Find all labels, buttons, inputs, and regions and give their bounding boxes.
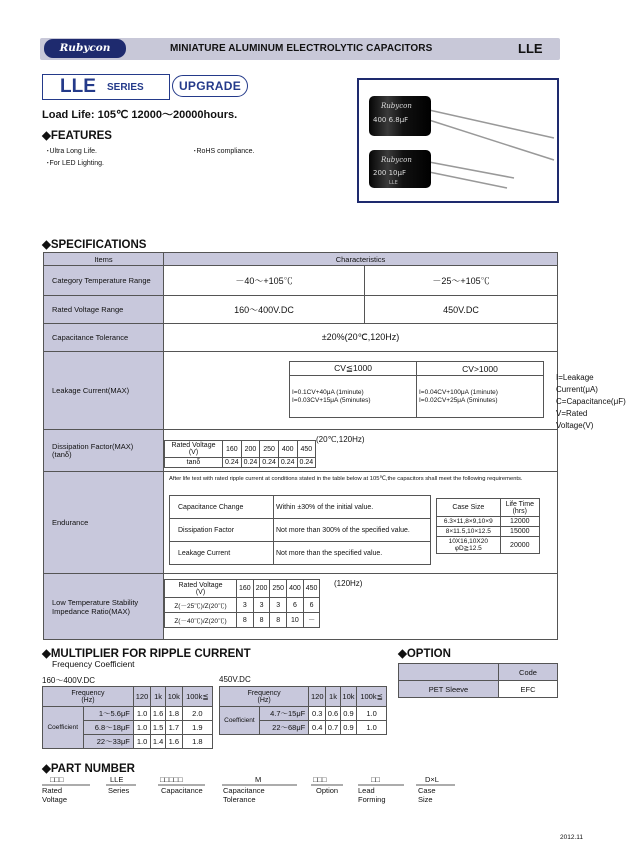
cap-brand-label: Rubycon bbox=[381, 102, 412, 110]
leakage-current-label: Leakage Current(MAX) bbox=[44, 352, 164, 430]
temp-range-1: －40～+105℃ bbox=[164, 266, 365, 296]
tan-value: 0.24 bbox=[260, 458, 279, 468]
endurance-item: Dissipation Factor bbox=[170, 519, 274, 542]
endurance-criteria: Not more than the specified value. bbox=[274, 542, 431, 565]
rated-voltage-hdr: Rated Voltage bbox=[178, 581, 223, 589]
coef-value: 0.3 bbox=[309, 707, 326, 721]
rated-voltage-unit: (V) bbox=[195, 588, 206, 596]
freq-col: 10k bbox=[340, 687, 357, 707]
freq-col: 1k bbox=[151, 687, 166, 707]
cap-range: 4.7～15μF bbox=[259, 707, 308, 721]
voltage-col: 200 bbox=[253, 580, 270, 598]
endurance-criteria: Not more than 300% of the specified value. bbox=[274, 519, 431, 542]
dissipation-label: Dissipation Factor(MAX) bbox=[52, 441, 134, 451]
part-label: Case Size bbox=[418, 786, 436, 804]
frequency-hdr: Frequency bbox=[71, 689, 105, 697]
coef-value: 1.0 bbox=[133, 735, 150, 749]
part-code: □□□ bbox=[50, 775, 64, 784]
load-life: Load Life: 105℃ 12000～20000hours. bbox=[42, 109, 238, 121]
life-time-unit: (hrs) bbox=[512, 507, 527, 515]
cap-tolerance-value: ±20%(20℃,120Hz) bbox=[164, 324, 558, 352]
voltage-col: 450 bbox=[297, 441, 316, 458]
case-size-hdr: Case Size bbox=[437, 499, 501, 517]
endurance-note: After life test with rated ripple current at conditions stated in the table below at 105℃,the capacitors shall meet the following requirements. bbox=[169, 476, 523, 482]
cap-series-label: LLE bbox=[389, 180, 398, 186]
frequency-unit: (Hz) bbox=[257, 696, 271, 704]
cap-value-label: 400 6.8μF bbox=[373, 116, 409, 124]
tan-label: tanδ bbox=[165, 458, 223, 468]
coef-value: 1.5 bbox=[151, 721, 166, 735]
tan-value: 0.24 bbox=[223, 458, 242, 468]
voltage-col: 250 bbox=[270, 580, 287, 598]
tan-value: 0.24 bbox=[278, 458, 297, 468]
characteristics-header: Characteristics bbox=[164, 253, 558, 266]
impedance-ratio-label: Z(－40℃)/Z(20℃) bbox=[165, 613, 237, 628]
life-time: 15000 bbox=[500, 527, 539, 537]
cap-tolerance-label: Capacitance Tolerance bbox=[44, 324, 164, 352]
ripple-table-1-label: 160～400V.DC bbox=[42, 676, 96, 685]
leakage-formula: I=0.03CV+15μA (5minutes) bbox=[292, 396, 371, 404]
case-size: 10X16,10X20 bbox=[448, 538, 488, 545]
impedance-value: 8 bbox=[270, 613, 287, 628]
rated-voltage-label: Rated Voltage Range bbox=[44, 296, 164, 324]
impedance-value: 3 bbox=[237, 598, 254, 613]
lts-label: Low Temperature Stability bbox=[52, 597, 139, 607]
impedance-value: 6 bbox=[287, 598, 304, 613]
coef-value: 0.9 bbox=[340, 707, 357, 721]
leakage-header-1: CV≦1000 bbox=[290, 362, 417, 376]
impedance-value: 6 bbox=[303, 598, 320, 613]
features-heading: ◆FEATURES bbox=[42, 130, 112, 142]
voltage-col: 160 bbox=[237, 580, 254, 598]
rubycon-logo: Rubycon bbox=[44, 39, 126, 58]
impedance-ratio-label: Z(－25℃)/Z(20℃) bbox=[165, 598, 237, 613]
part-label: Capacitance Tolerance bbox=[223, 786, 265, 804]
code-header: Code bbox=[499, 664, 558, 681]
coef-value: 1.0 bbox=[133, 707, 150, 721]
case-size-extra: φD≧12.5 bbox=[454, 545, 482, 552]
coef-value: 1.6 bbox=[165, 735, 182, 749]
ripple-table-2-label: 450V.DC bbox=[219, 675, 251, 684]
freq-coef-subtitle: Frequency Coefficient bbox=[52, 659, 135, 669]
freq-col: 120 bbox=[133, 687, 150, 707]
legend-c: C=Capacitance(μF) bbox=[556, 397, 626, 406]
coef-value: 1.7 bbox=[165, 721, 182, 735]
specifications-heading: ◆SPECIFICATIONS bbox=[42, 239, 147, 251]
part-label: Option bbox=[316, 786, 339, 795]
freq-col: 100k≦ bbox=[357, 687, 387, 707]
lts-label-sub: Impedance Ratio(MAX) bbox=[52, 606, 130, 616]
freq-col: 120 bbox=[309, 687, 326, 707]
tan-value: 0.24 bbox=[241, 458, 260, 468]
coef-value: 1.4 bbox=[151, 735, 166, 749]
rated-voltage-unit: (V) bbox=[188, 449, 199, 456]
part-code: M bbox=[255, 775, 262, 784]
option-heading: ◆OPTION bbox=[398, 648, 451, 660]
publication-date: 2012.11 bbox=[560, 834, 584, 841]
life-time: 20000 bbox=[500, 537, 539, 554]
life-time: 12000 bbox=[500, 517, 539, 527]
voltage-col: 400 bbox=[278, 441, 297, 458]
voltage-range-1: 160～400V.DC bbox=[164, 296, 365, 324]
cap-brand-label: Rubycon bbox=[381, 156, 412, 164]
coef-value: 0.4 bbox=[309, 721, 326, 735]
coef-value: 1.6 bbox=[151, 707, 166, 721]
feature-item: ･For LED Lighting. bbox=[46, 160, 104, 167]
impedance-value: － bbox=[303, 613, 320, 628]
voltage-range-2: 450V.DC bbox=[365, 296, 558, 324]
coef-value: 2.0 bbox=[182, 707, 212, 721]
endurance-item: Capacitance Change bbox=[170, 496, 274, 519]
case-size: 6.3×11,8×9,10×9 bbox=[437, 517, 501, 527]
part-number-heading: ◆PART NUMBER bbox=[42, 763, 135, 775]
leakage-formula: I=0.1CV+40μA (1minute) bbox=[292, 388, 364, 396]
coefficient-label: Coefficient bbox=[220, 707, 260, 735]
leakage-formula: I=0.04CV+100μA (1minute) bbox=[419, 388, 498, 396]
series-label: SERIES bbox=[107, 82, 144, 93]
leakage-formula: I=0.02CV+25μA (5minutes) bbox=[419, 396, 498, 404]
cap-range: 22～33μF bbox=[83, 735, 133, 749]
feature-item: ･RoHS compliance. bbox=[193, 148, 255, 155]
option-item: PET Sleeve bbox=[399, 681, 499, 698]
part-label: Series bbox=[108, 786, 130, 795]
upgrade-badge: UPGRADE bbox=[172, 75, 248, 97]
category-temp-label: Category Temperature Range bbox=[44, 266, 164, 296]
legend-v: V=Rated Voltage(V) bbox=[556, 409, 594, 430]
coef-value: 1.0 bbox=[357, 707, 387, 721]
freq-col: 1k bbox=[326, 687, 340, 707]
df-condition: (20℃,120Hz) bbox=[316, 435, 365, 444]
endurance-item: Leakage Current bbox=[170, 542, 274, 565]
coef-value: 1.8 bbox=[182, 735, 212, 749]
feature-item: ･Ultra Long Life. bbox=[46, 148, 97, 155]
voltage-col: 160 bbox=[223, 441, 242, 458]
coef-value: 1.0 bbox=[133, 721, 150, 735]
case-size: 8×11.5,10×12.5 bbox=[437, 527, 501, 537]
voltage-col: 400 bbox=[287, 580, 304, 598]
cap-range: 1～5.6μF bbox=[83, 707, 133, 721]
freq-col: 100k≦ bbox=[182, 687, 212, 707]
part-label: Rated Voltage bbox=[42, 786, 68, 804]
part-label: Lead Forming bbox=[358, 786, 386, 804]
option-code: EFC bbox=[499, 681, 558, 698]
part-label: Capacitance bbox=[161, 786, 203, 795]
coef-value: 1.9 bbox=[182, 721, 212, 735]
series-name: LLE bbox=[60, 76, 96, 97]
endurance-label: Endurance bbox=[44, 472, 164, 574]
legend-i: I=Leakage Current(μA) bbox=[556, 373, 598, 394]
impedance-value: 8 bbox=[253, 613, 270, 628]
voltage-col: 200 bbox=[241, 441, 260, 458]
dissipation-label-sub: (tanδ) bbox=[52, 449, 72, 459]
life-time-hdr: Life Time bbox=[505, 500, 534, 508]
coef-value: 1.0 bbox=[357, 721, 387, 735]
coef-value: 1.8 bbox=[165, 707, 182, 721]
part-code: LLE bbox=[110, 775, 124, 784]
coef-value: 0.9 bbox=[340, 721, 357, 735]
impedance-value: 3 bbox=[253, 598, 270, 613]
part-code: □□ bbox=[371, 775, 381, 784]
ripple-heading: ◆MULTIPLIER FOR RIPPLE CURRENT bbox=[42, 648, 251, 660]
lts-condition: (120Hz) bbox=[334, 579, 363, 588]
coef-value: 0.6 bbox=[326, 707, 340, 721]
frequency-hdr: Frequency bbox=[247, 689, 281, 697]
leakage-header-2: CV>1000 bbox=[417, 362, 544, 376]
cap-range: 6.8～18μF bbox=[83, 721, 133, 735]
coefficient-label: Coefficient bbox=[43, 707, 84, 749]
tan-value: 0.24 bbox=[297, 458, 316, 468]
cap-value-label: 200 10μF bbox=[373, 169, 406, 177]
freq-col: 10k bbox=[165, 687, 182, 707]
items-header: Items bbox=[44, 253, 164, 266]
frequency-unit: (Hz) bbox=[81, 696, 95, 704]
endurance-criteria: Within ±30% of the initial value. bbox=[274, 496, 431, 519]
cap-range: 22～68μF bbox=[259, 721, 308, 735]
coef-value: 0.7 bbox=[326, 721, 340, 735]
temp-range-2: －25～+105℃ bbox=[365, 266, 558, 296]
voltage-col: 450 bbox=[303, 580, 320, 598]
series-code: LLE bbox=[518, 41, 543, 56]
part-code: □□□□□ bbox=[160, 775, 183, 784]
impedance-value: 10 bbox=[287, 613, 304, 628]
part-code: □□□ bbox=[313, 775, 327, 784]
part-code: D×L bbox=[425, 775, 439, 784]
impedance-value: 8 bbox=[237, 613, 254, 628]
impedance-value: 3 bbox=[270, 598, 287, 613]
document-title: MINIATURE ALUMINUM ELECTROLYTIC CAPACITORS bbox=[170, 43, 433, 54]
voltage-col: 250 bbox=[260, 441, 279, 458]
rated-voltage-hdr: Rated Voltage bbox=[171, 442, 216, 449]
